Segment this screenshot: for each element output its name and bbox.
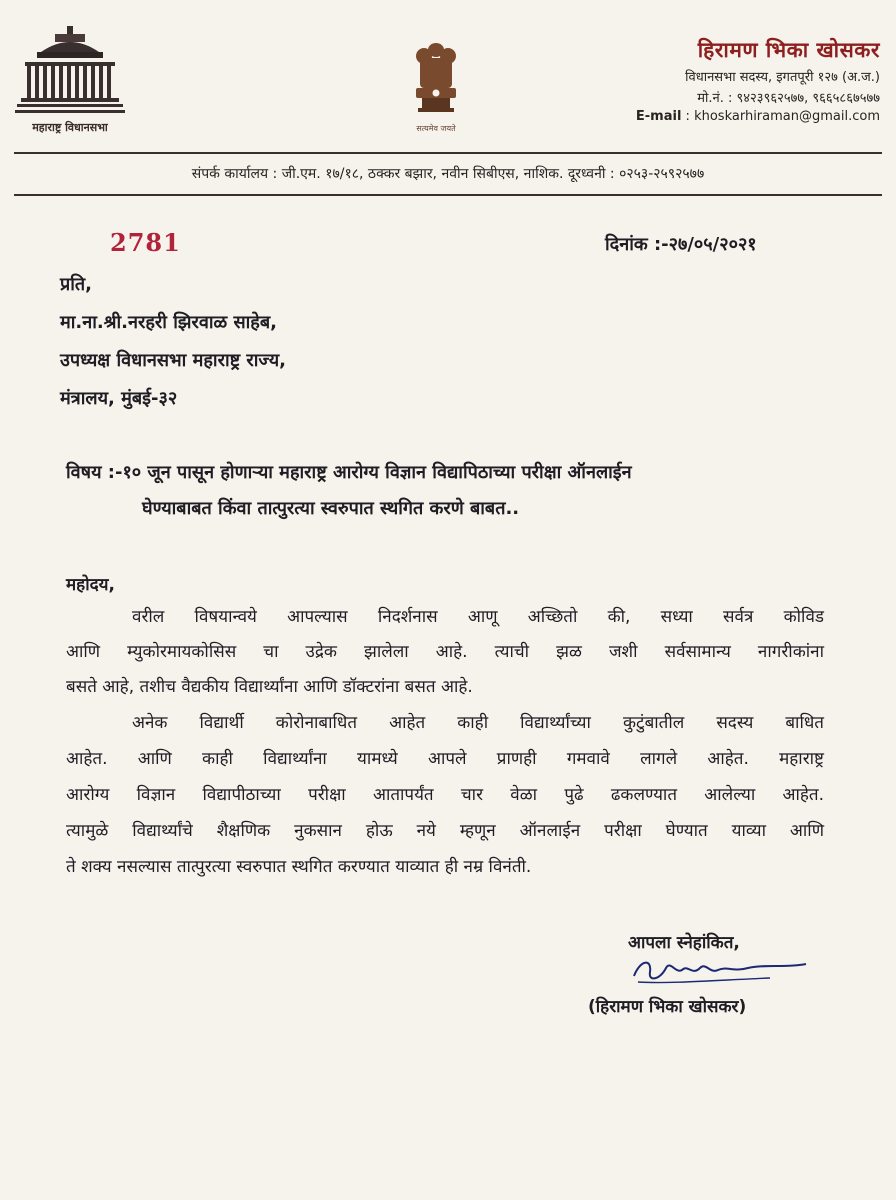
member-mobile: मो.नं. : ९४२३९६२५७७, ९६६५८६७५७७ xyxy=(697,91,880,106)
body-line: ते शक्य नसल्यास तात्पुरत्या स्वरुपात स्थगित करण्यात याव्यात ही नम्र विनंती. xyxy=(66,857,532,877)
letter-date: दिनांक :-२७/०५/२०२१ xyxy=(605,234,757,255)
body-line: वरील विषयान्वये आपल्यास निदर्शनास आणू अच्छितो की, सध्या सर्वत्र कोविड xyxy=(132,607,824,627)
national-emblem xyxy=(400,40,472,134)
closing: आपला स्नेहांकित, xyxy=(628,933,740,953)
email-value: khoskarhiraman@gmail.com xyxy=(694,109,880,124)
contact-office: संपर्क कार्यालय : जी.एम. १७/१८, ठक्कर बझार, नवीन सिबीएस, नाशिक. दूरध्वनी : ०२५३-२५९२५७७ xyxy=(191,166,705,182)
assembly-building-icon xyxy=(15,22,125,118)
member-details xyxy=(560,36,880,124)
member-email xyxy=(560,109,880,124)
body-line: अनेक विद्यार्थी कोरोनाबाधित आहेत काही विद्यार्थ्यांच्या कुटुंबातील सदस्य बाधित xyxy=(132,713,824,733)
member-name: हिरामण भिका खोसकर xyxy=(697,38,880,62)
body-line: आरोग्य विज्ञान विद्यापीठाच्या परीक्षा आतापर्यंत चार वेळा पुढे ढकलण्यात आलेल्या आहेत. xyxy=(66,785,824,805)
subject-line: घेण्याबाबत किंवा तात्पुरत्या स्वरुपात स्थगित करणे बाबत.. xyxy=(142,498,520,519)
lion-capital-icon xyxy=(408,40,464,118)
reference-number: 2781 xyxy=(110,228,181,257)
salutation: महोदय, xyxy=(66,575,115,595)
to-label: प्रति, xyxy=(60,274,93,295)
body-line: आणि म्युकोरमायकोसिस चा उद्रेक झालेला आहे. त्याची झळ जशी सर्वसामान्य नागरीकांना xyxy=(66,642,824,662)
letterhead-rule-top xyxy=(14,152,882,154)
body-line: आहेत. आणि काही विद्यार्थ्यांना यामध्ये आपले प्राणही गमवावे लागले आहेत. महाराष्ट्र xyxy=(66,749,824,769)
signatory-name: (हिरामण भिका खोसकर) xyxy=(588,997,747,1017)
member-designation: विधानसभा सदस्य, इगतपूरी १२७ (अ.ज.) xyxy=(685,70,880,85)
addressee-line: मंत्रालय, मुंबई-३२ xyxy=(60,388,178,409)
addressee-line: उपध्यक्ष विधानसभा महाराष्ट्र राज्य, xyxy=(60,350,286,371)
body-line: त्यामुळे विद्यार्थ्यांचे शैक्षणिक नुकसान होऊ नये म्हणून ऑनलाईन परीक्षा घेण्यात याव्या आणि xyxy=(66,821,824,841)
emblem-motto: सत्यमेव जयते xyxy=(416,124,456,133)
signature-mark xyxy=(630,950,810,994)
email-sep: : xyxy=(685,109,690,124)
assembly-caption: महाराष्ट्र विधानसभा xyxy=(32,121,108,134)
addressee-line: मा.ना.श्री.नरहरी झिरवाळ साहेब, xyxy=(60,312,277,333)
signature-icon xyxy=(630,950,810,990)
body-line: बसते आहे, तशीच वैद्यकीय विद्यार्थ्यांना आणि डॉक्टरांना बसत आहे. xyxy=(66,677,473,697)
letterhead-rule-bottom xyxy=(14,194,882,196)
subject-line: विषय :-१० जून पासून होणाऱ्या महाराष्ट्र आरोग्य विज्ञान विद्यापिठाच्या परीक्षा ऑनलाईन xyxy=(66,462,632,483)
email-label: E-mail xyxy=(635,109,682,124)
assembly-emblem xyxy=(10,22,130,135)
